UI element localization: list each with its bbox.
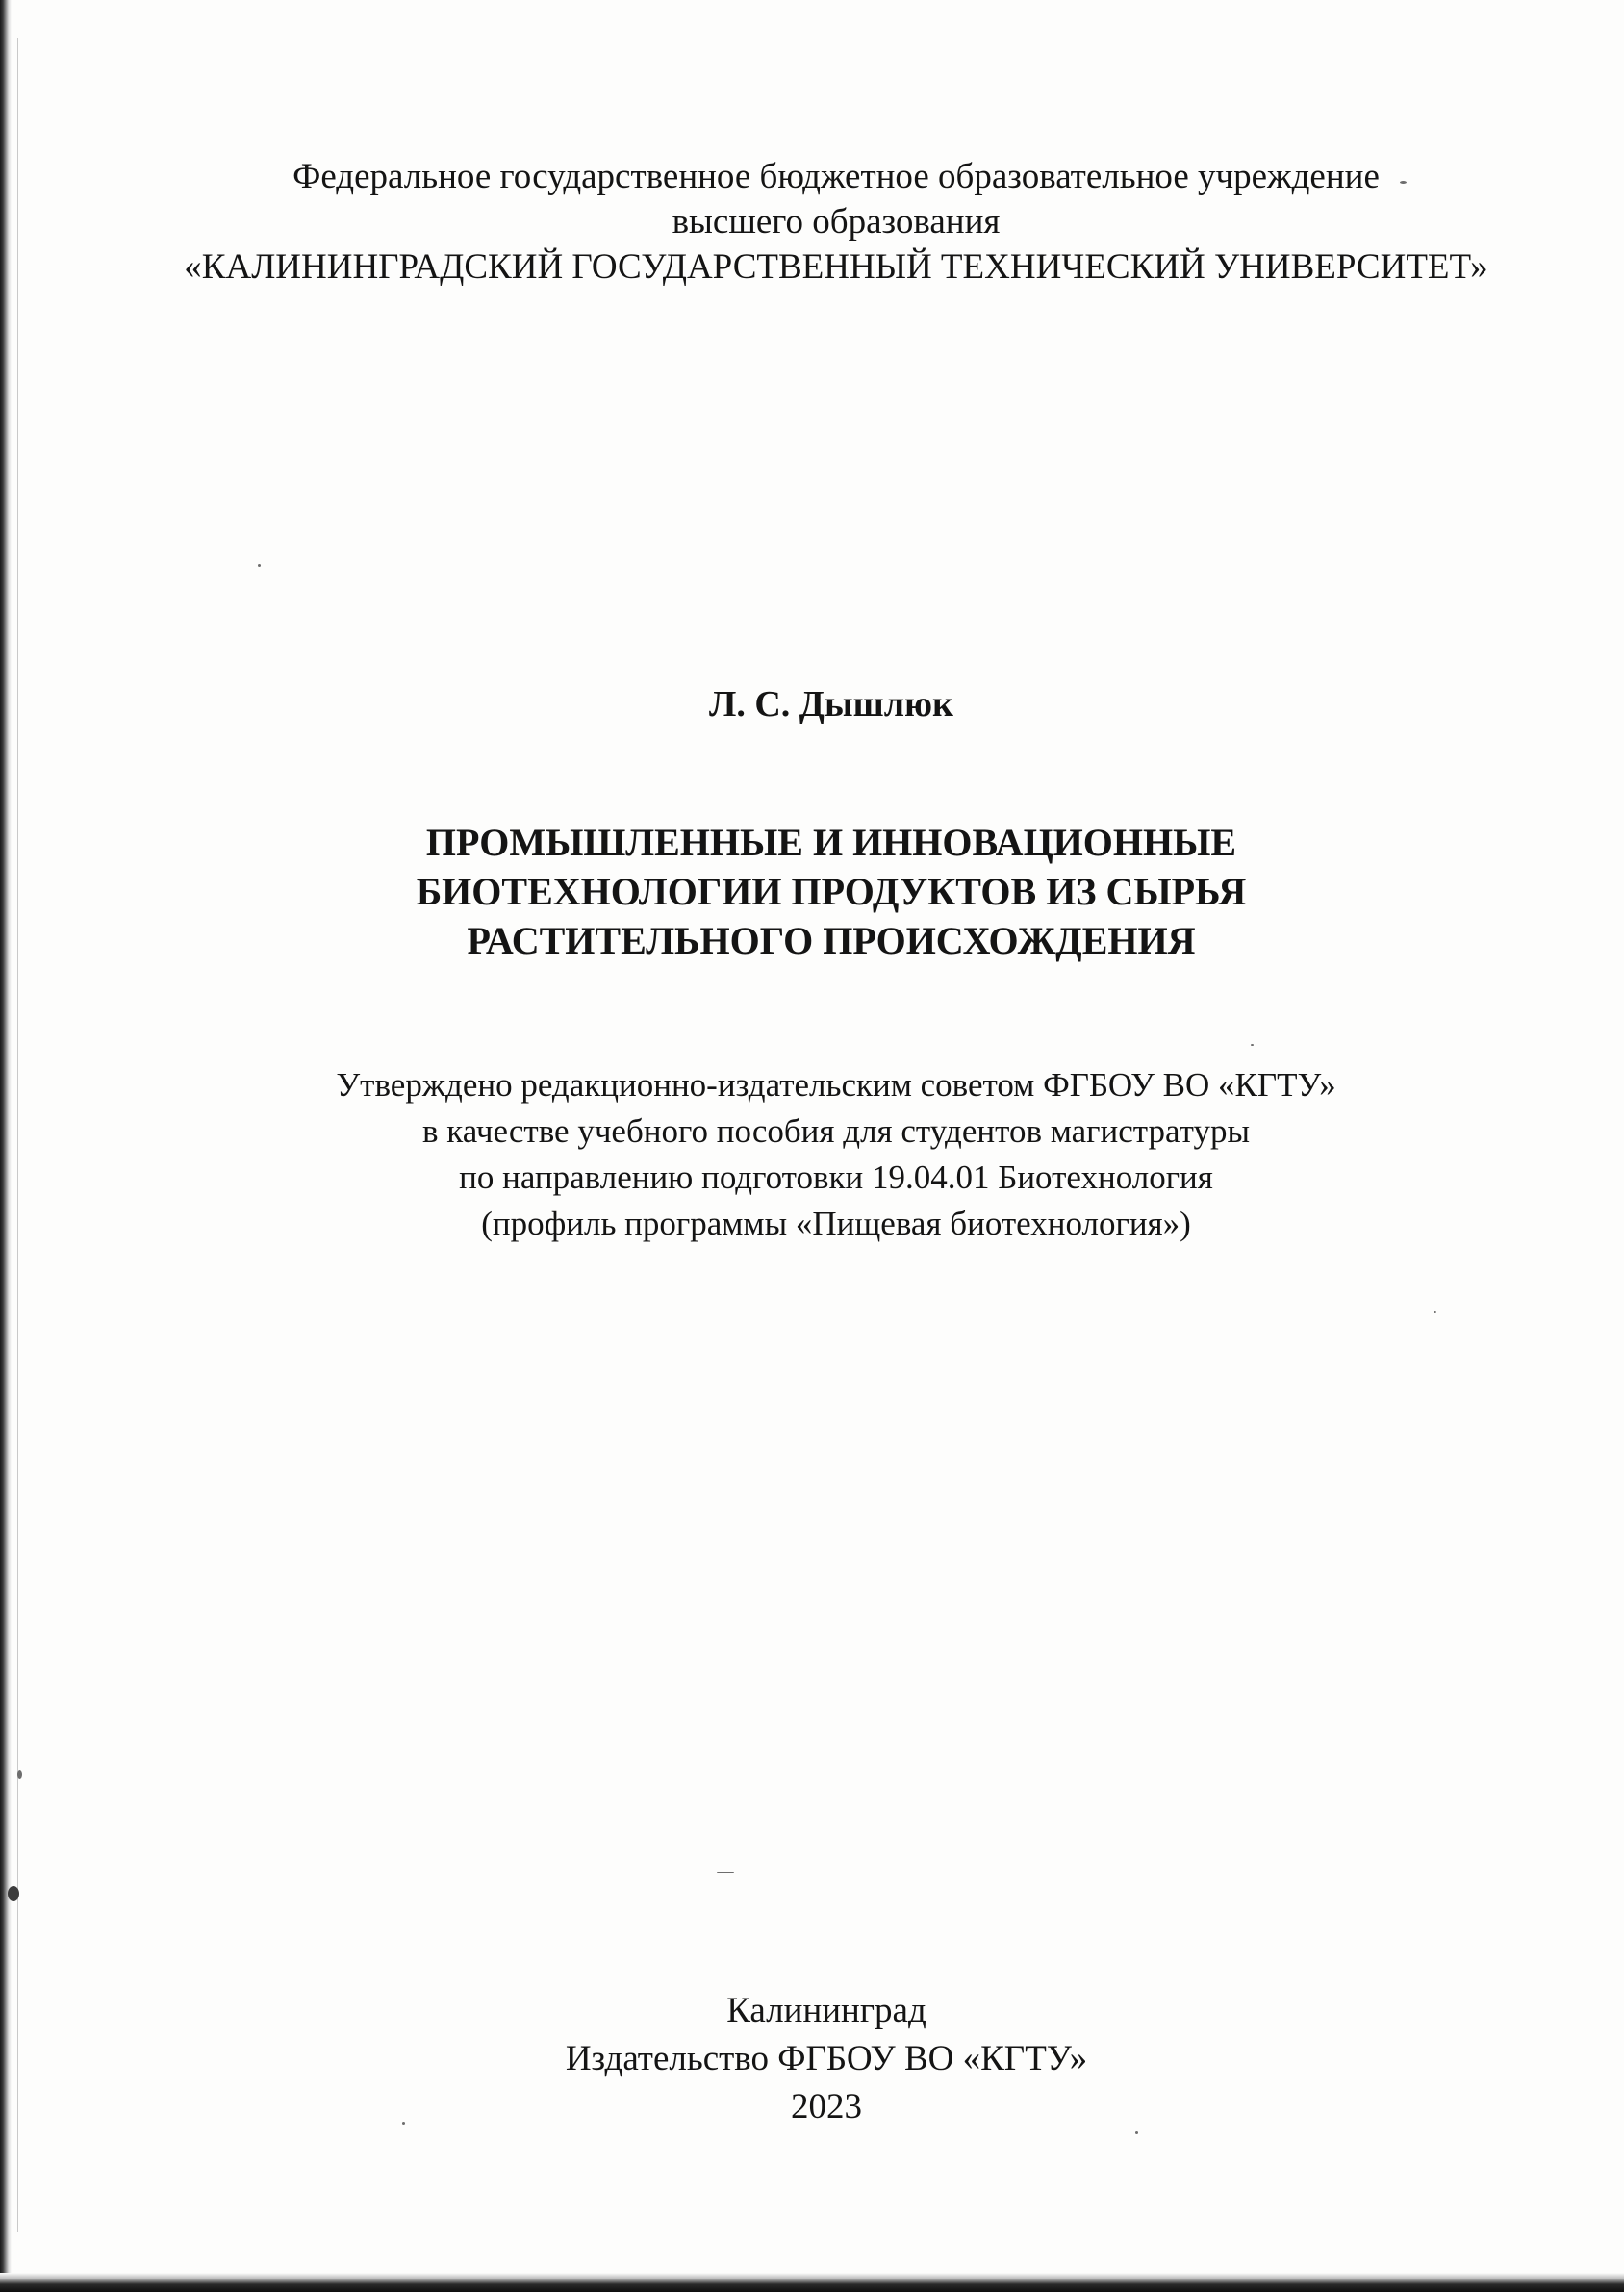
scan-speck [8,1886,19,1901]
title-line-2: БИОТЕХНОЛОГИИ ПРОДУКТОВ ИЗ СЫРЬЯ [416,870,1247,913]
scan-speck [717,1872,734,1873]
approval-note [0,1062,1624,1247]
institution-line-3: «КАЛИНИНГРАДСКИЙ ГОСУДАРСТВЕННЫЙ ТЕХНИЧЕСКИЙ УНИВЕРСИТЕТ» [184,247,1488,287]
imprint-year: 2023 [791,2087,862,2126]
institution-header [0,154,1624,290]
approval-line-1: Утверждено редакционно-издательским советом ФГБОУ ВО «КГТУ» [336,1066,1336,1104]
author-name: Л. С. Дышлюк [709,684,953,725]
scan-speck [1434,1311,1436,1313]
scan-speck [1251,1044,1254,1046]
institution-line-2: высшего образования [672,202,1001,242]
title-line-1: ПРОМЫШЛЕННЫЕ И ИННОВАЦИОННЫЕ [425,821,1237,864]
approval-line-2: в качестве учебного пособия для студентов магистратуры [422,1112,1250,1150]
book-title [0,818,1624,965]
approval-line-4: (профиль программы «Пищевая биотехнология») [481,1205,1191,1242]
imprint [0,1987,1624,2131]
imprint-publisher: Издательство ФГБОУ ВО «КГТУ» [565,2039,1088,2078]
scan-speck [258,564,261,567]
title-line-3: РАСТИТЕЛЬНОГО ПРОИСХОЖДЕНИЯ [467,919,1196,962]
scan-speck [1135,2131,1138,2134]
scan-speck [17,1770,22,1779]
scan-bottom-edge [0,2273,1624,2292]
approval-line-3: по направлению подготовки 19.04.01 Биотехнология [459,1159,1213,1196]
institution-line-1: Федеральное государственное бюджетное образовательное учреждение [292,157,1380,196]
imprint-city: Калининград [726,1991,926,2030]
